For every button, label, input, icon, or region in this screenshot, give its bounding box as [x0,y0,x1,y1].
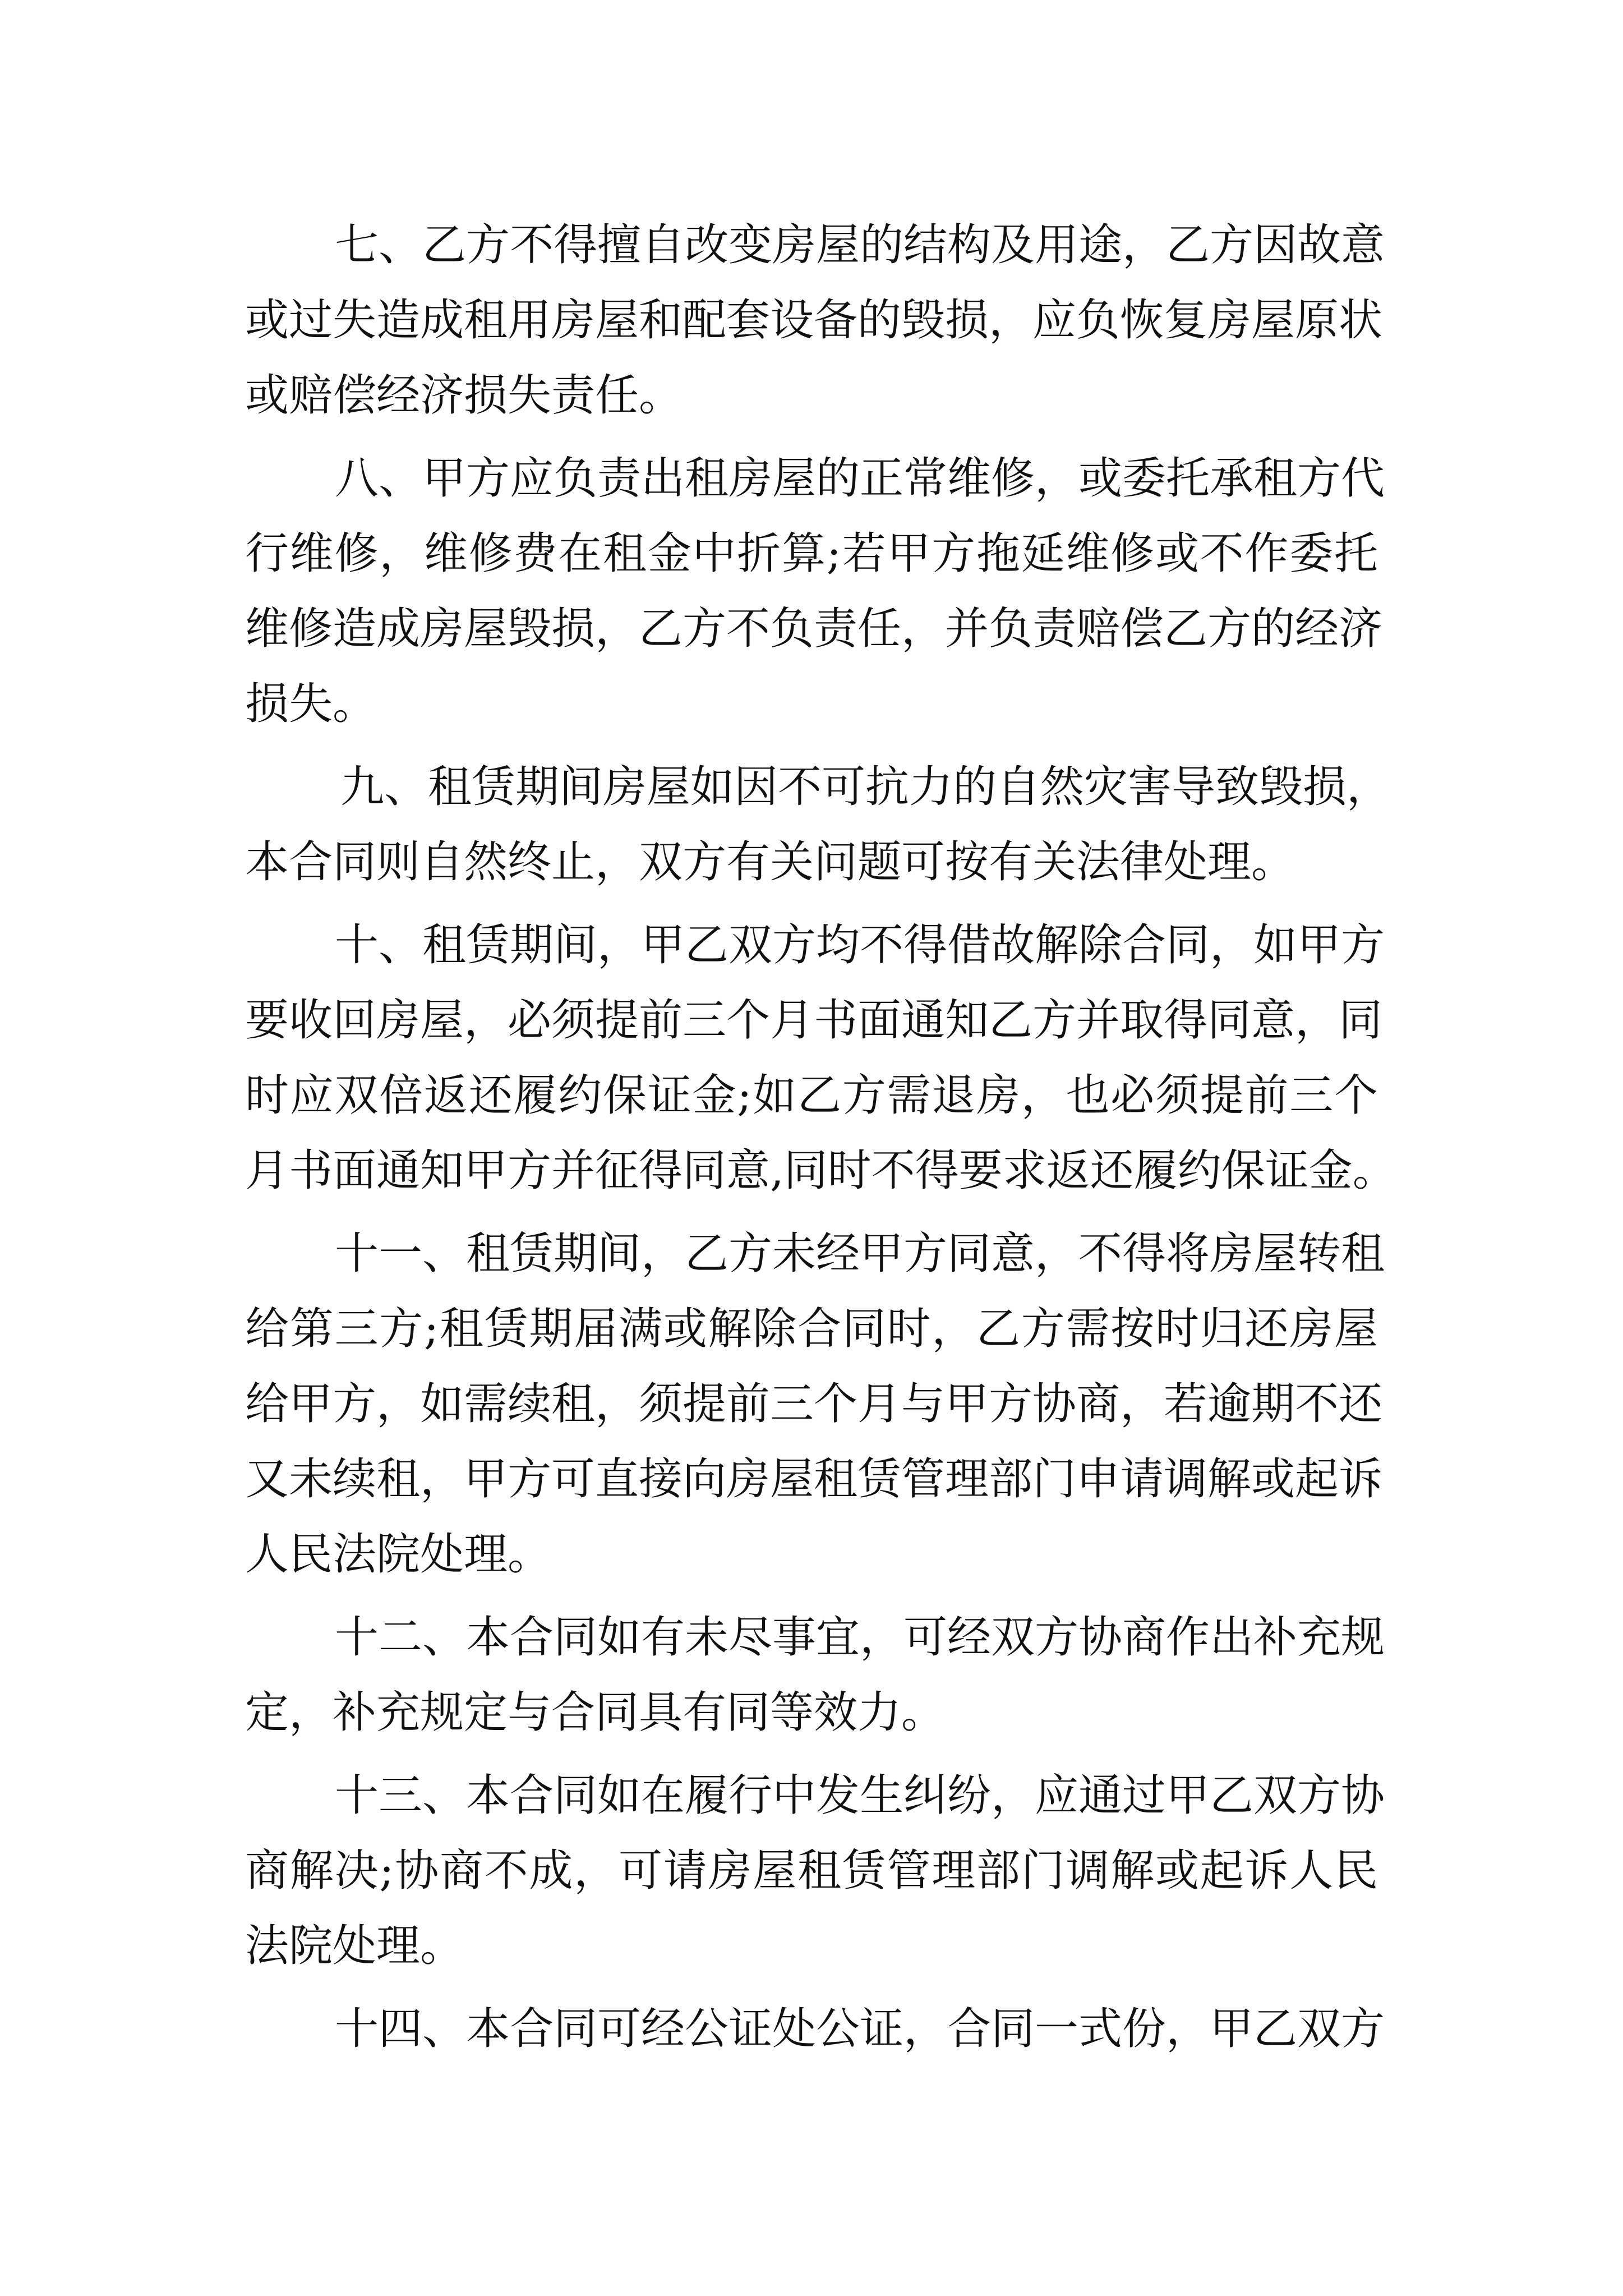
clause-7 [245,208,1385,433]
clause-9 [245,749,1391,900]
clause-9-line-2: 本合同则自然终止，双方有关问题可按有关法律处理。 [245,837,1295,887]
clause-8 [245,441,1385,742]
clause-8-line-1: 八、甲方应负责出租房屋的正常维修，或委托承租方代 [335,453,1385,504]
clause-11-line-3: 给甲方，如需续租，须提前三个月与甲方协商，若逾期不还 [245,1379,1383,1429]
clause-8-line-4: 损失。 [245,679,377,729]
clause-11-line-2: 给第三方;租赁期届满或解除合同时，乙方需按时归还房屋 [245,1304,1378,1354]
clause-13-line-1: 十三、本合同如在履行中发生纠纷，应通过甲乙双方协 [335,1770,1385,1821]
clause-10 [245,908,1396,1208]
clause-14-line-1: 十四、本合同可经公证处公证，合同一式份，甲乙双方 [335,2004,1385,2054]
clause-8-line-2: 行维修，维修费在租金中折算;若甲方拖延维修或不作委托 [245,528,1378,579]
clause-11-line-1: 十一、租赁期间，乙方未经甲方同意，不得将房屋转租 [335,1228,1385,1279]
clause-13 [245,1758,1385,1984]
clause-7-line-2: 或过失造成租用房屋和配套设备的毁损，应负恢复房屋原状 [245,295,1383,346]
clause-12-line-2: 定，补充规定与合同具有同等效力。 [245,1687,946,1738]
document-body [245,208,1396,2067]
clause-8-line-3: 维修造成房屋毁损，乙方不负责任，并负责赔偿乙方的经济 [245,604,1383,654]
clause-7-line-3: 或赔偿经济损失责任。 [245,370,683,421]
clause-10-line-2: 要收回房屋，必须提前三个月书面通知乙方并取得同意，同 [245,995,1383,1046]
clause-10-line-1: 十、租赁期间，甲乙双方均不得借故解除合同，如甲方 [335,920,1385,970]
clause-11-line-4: 又未续租，甲方可直接向房屋租赁管理部门申请调解或起诉 [245,1454,1383,1504]
clause-14 [245,1991,1385,2067]
clause-11-line-5: 人民法院处理。 [245,1529,552,1580]
clause-9-line-1: 九、租赁期间房屋如因不可抗力的自然灾害导致毁损， [340,762,1391,812]
clause-12 [245,1600,1385,1750]
clause-13-line-2: 商解决;协商不成，可请房屋租赁管理部门调解或起诉人民 [245,1846,1378,1896]
clause-10-line-3: 时应双倍返还履约保证金;如乙方需退房，也必须提前三个 [245,1070,1378,1121]
clause-10-line-4: 月书面通知甲方并征得同意,同时不得要求返还履约保证金。 [245,1145,1396,1196]
clause-11 [245,1216,1385,1592]
clause-13-line-3: 法院处理。 [245,1921,464,1971]
clause-12-line-1: 十二、本合同如有未尽事宜，可经双方协商作出补充规 [335,1612,1385,1663]
clause-7-line-1: 七、乙方不得擅自改变房屋的结构及用途，乙方因故意 [335,220,1385,270]
